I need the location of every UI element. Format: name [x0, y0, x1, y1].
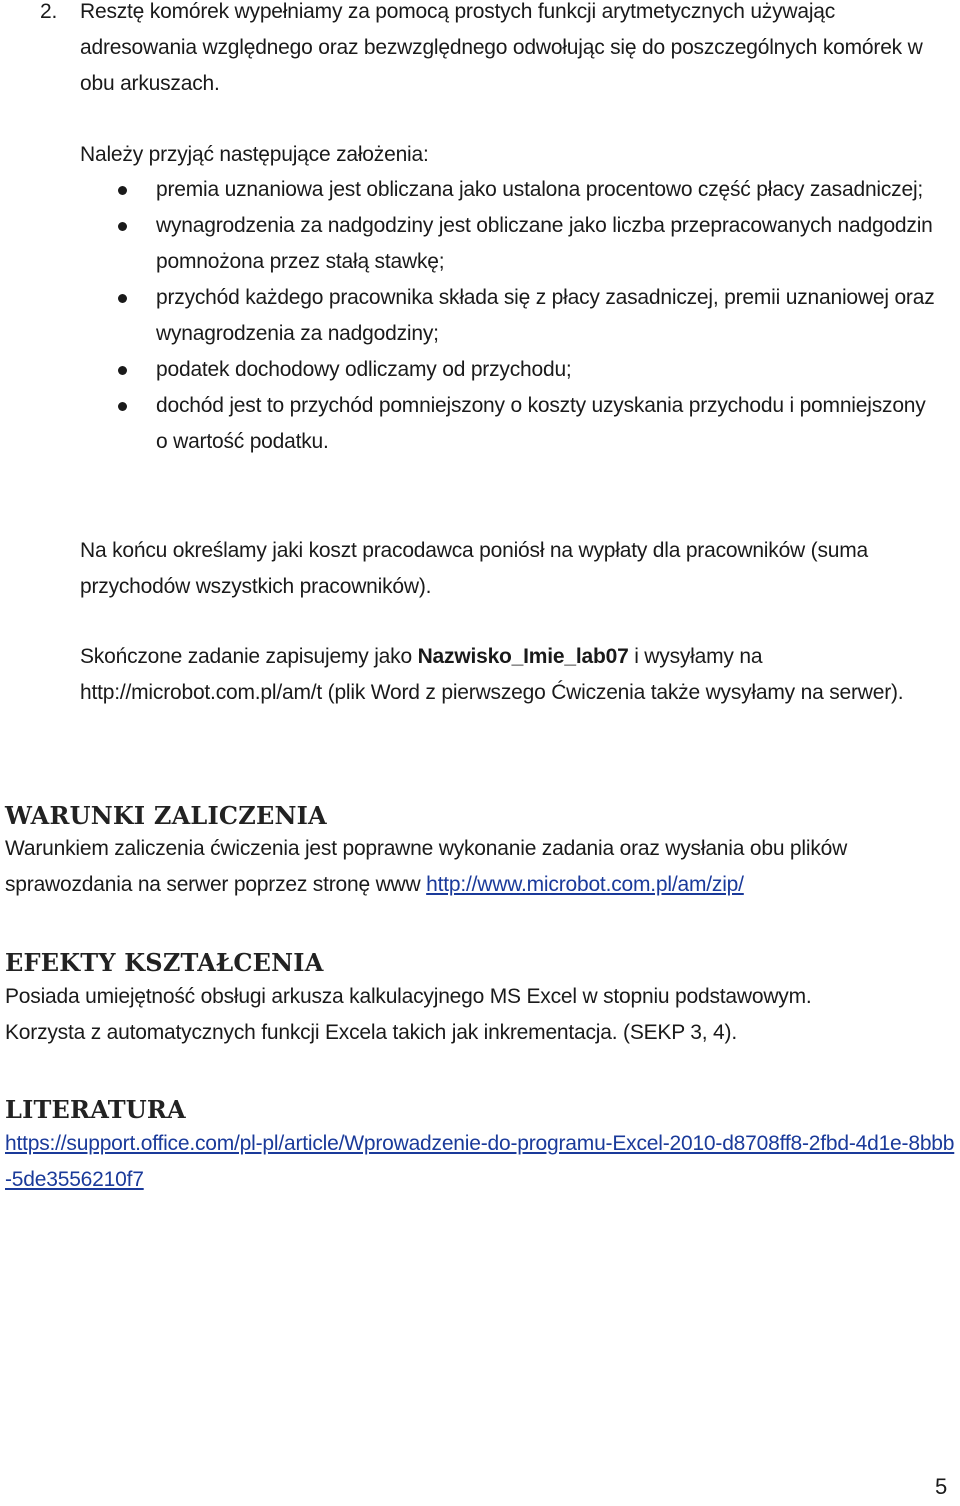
assumptions-intro: Należy przyjąć następujące założenia: — [80, 143, 429, 166]
bullet-icon — [118, 186, 127, 195]
list-item: dochód jest to przychód pomniejszony o koszty uzyskania przychodu i pomniejszony o wartość podatku. — [80, 388, 940, 460]
efekty-text: Posiada umiejętność obsługi arkusza kalkulacyjnego MS Excel w stopniu podstawowym. Korzysta z automatycznych funkcji Excela takich jak inkrementacja. (SEKP 3, 4). — [5, 985, 812, 1044]
item-number: 2. — [40, 0, 58, 23]
bullet-icon — [118, 366, 127, 375]
zip-upload-link[interactable]: http://www.microbot.com.pl/am/zip/ — [426, 873, 744, 896]
bullet-icon — [118, 402, 127, 411]
bullet-icon — [118, 222, 127, 231]
bullet-icon — [118, 294, 127, 303]
warunki-text: Warunkiem zaliczenia ćwiczenia jest poprawne wykonanie zadania oraz wysłania obu plików sprawozdania na serwer poprzez stronę www http://www.microbot.com.pl/am/zip/ — [5, 837, 848, 896]
submission-paragraph: Skończone zadanie zapisujemy jako Nazwisko_Imie_lab07 i wysyłamy na http://microbot.com.pl/am/t (plik Word z pierwszego Ćwiczenia także wysyłamy na serwer). — [80, 645, 904, 704]
cost-paragraph: Na końcu określamy jaki koszt pracodawca poniósł na wypłaty dla pracowników (suma przychodów wszystkich pracowników). — [80, 539, 868, 598]
heading-literatura: LITERATURA — [5, 1095, 186, 1124]
numbered-item — [40, 0, 940, 102]
item-text: Resztę komórek wypełniamy za pomocą prostych funkcji arytmetycznych używając adresowania względnego oraz bezwzględnego odwołując się do poszczególnych komórek w obu arkuszach. — [80, 0, 923, 95]
list-item: wynagrodzenia za nadgodziny jest obliczane jako liczba przepracowanych nadgodzin pomnożona przez stałą stawkę; — [80, 208, 940, 280]
heading-efekty: EFEKTY KSZTAŁCENIA — [5, 948, 324, 977]
filename: Nazwisko_Imie_lab07 — [417, 645, 629, 668]
page-number: 5 — [935, 1474, 948, 1499]
list-item: premia uznaniowa jest obliczana jako ustalona procentowo część płacy zasadniczej; — [80, 172, 940, 208]
heading-warunki: WARUNKI ZALICZENIA — [5, 801, 327, 830]
literature-link[interactable]: https://support.office.com/pl-pl/article/Wprowadzenie-do-programu-Excel-2010-d8708ff8-2fbd-4d1e-8bbb-5de3556210f7 — [5, 1132, 955, 1191]
literatura-text — [5, 1126, 955, 1198]
assumptions-list — [80, 172, 940, 460]
list-item: podatek dochodowy odliczamy od przychodu; — [80, 352, 940, 388]
list-item: przychód każdego pracownika składa się z płacy zasadniczej, premii uznaniowej oraz wynagrodzenia za nadgodziny; — [80, 280, 940, 352]
